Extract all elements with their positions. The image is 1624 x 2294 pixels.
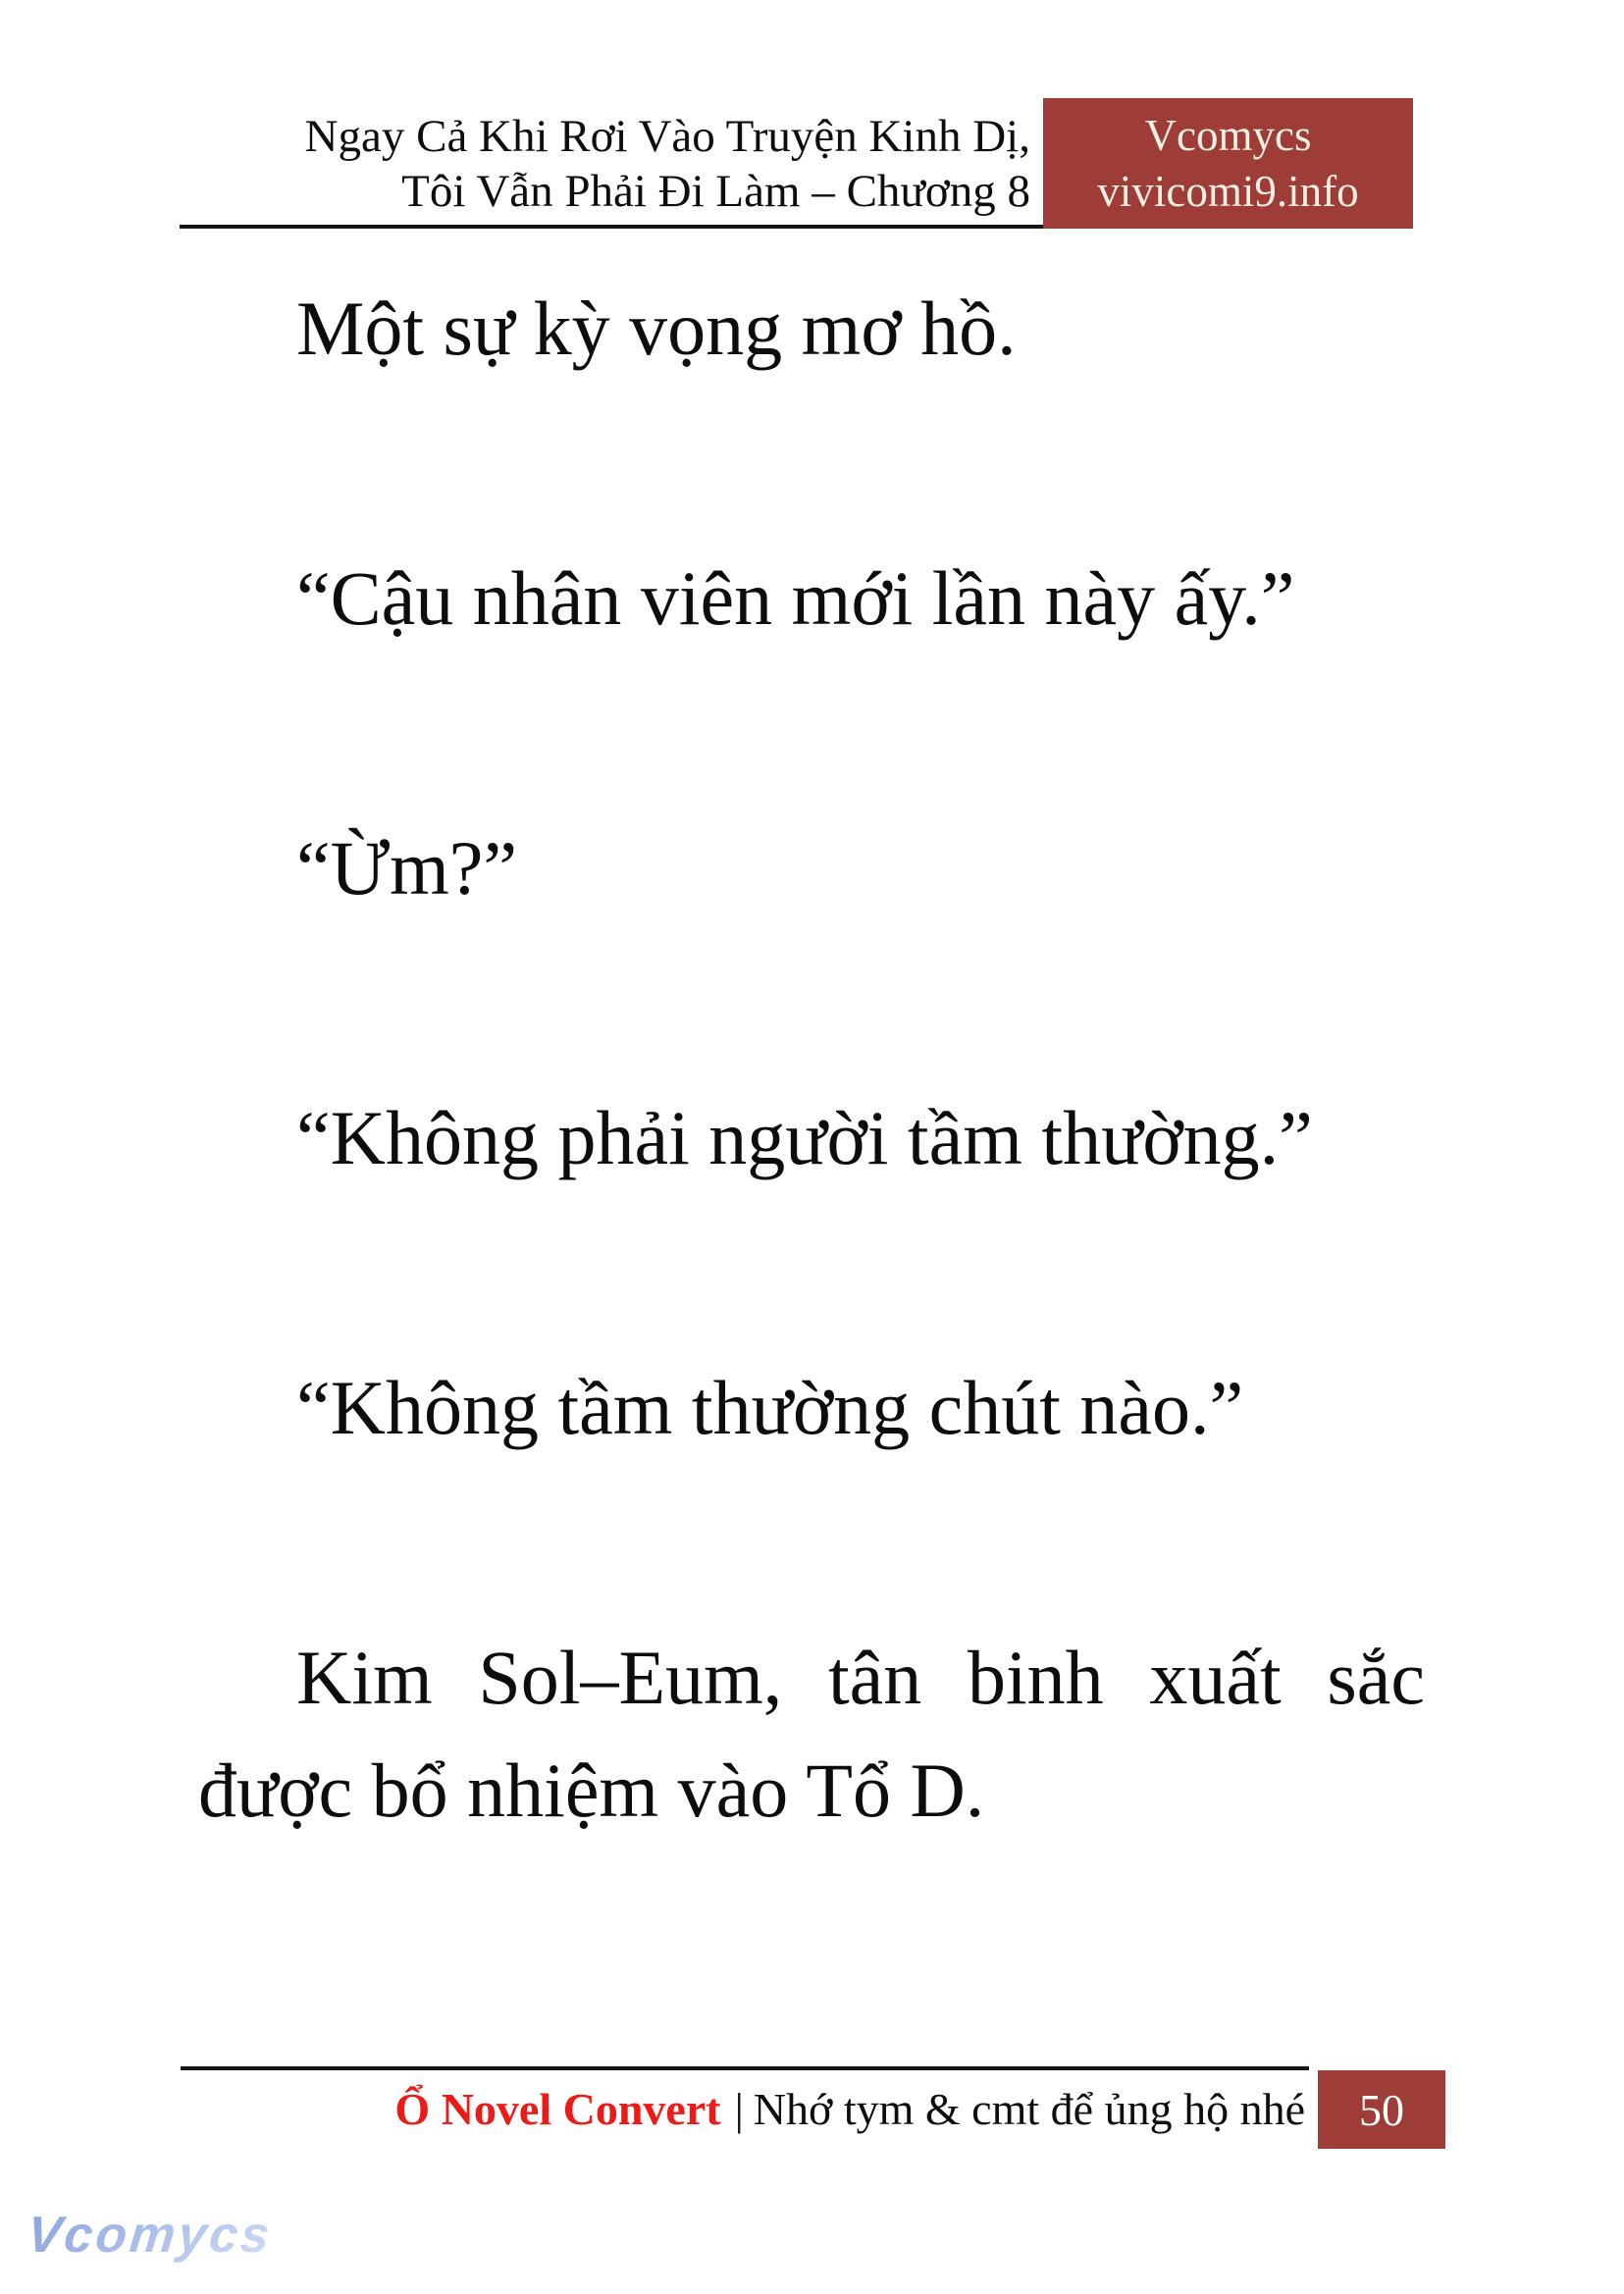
paragraph: “Không tầm thường chút nào.” (296, 1365, 1244, 1450)
paragraph: Kim Sol–Eum, tân binh xuất sắc được bổ nhiệm vào Tổ D. (198, 1635, 1425, 1833)
chapter-title (305, 109, 1030, 219)
translator-brand-badge (1043, 98, 1413, 229)
chapter-title-line2: Tôi Vẫn Phải Đi Làm – Chương 8 (401, 166, 1030, 217)
novel-text-block (198, 272, 1425, 2004)
page-number-badge (1318, 2070, 1445, 2149)
brand-name: Vcomycs (1144, 110, 1312, 160)
header-divider (180, 225, 1043, 229)
paragraph: “Cậu nhân viên mới lần này ấy.” (296, 555, 1295, 641)
footer-note: Nhớ tym & cmt để ủng hộ nhé (753, 2084, 1305, 2134)
footer-separator: | (734, 2084, 744, 2134)
footer-divider (181, 2066, 1309, 2070)
chapter-title-line1: Ngay Cả Khi Rơi Vào Truyện Kinh Dị, (304, 111, 1030, 162)
page-number: 50 (1359, 2084, 1404, 2135)
footer-brand: Ổ Novel Convert (394, 2084, 721, 2134)
footer-credit (394, 2082, 1305, 2137)
paragraph: “Không phải người tầm thường.” (296, 1095, 1313, 1180)
paragraph: “Ừm?” (296, 825, 518, 911)
watermark-logo: Vcomycs (24, 2207, 276, 2264)
brand-site: vivicomi9.info (1097, 166, 1359, 216)
paragraph: Một sự kỳ vọng mơ hồ. (296, 286, 1017, 371)
